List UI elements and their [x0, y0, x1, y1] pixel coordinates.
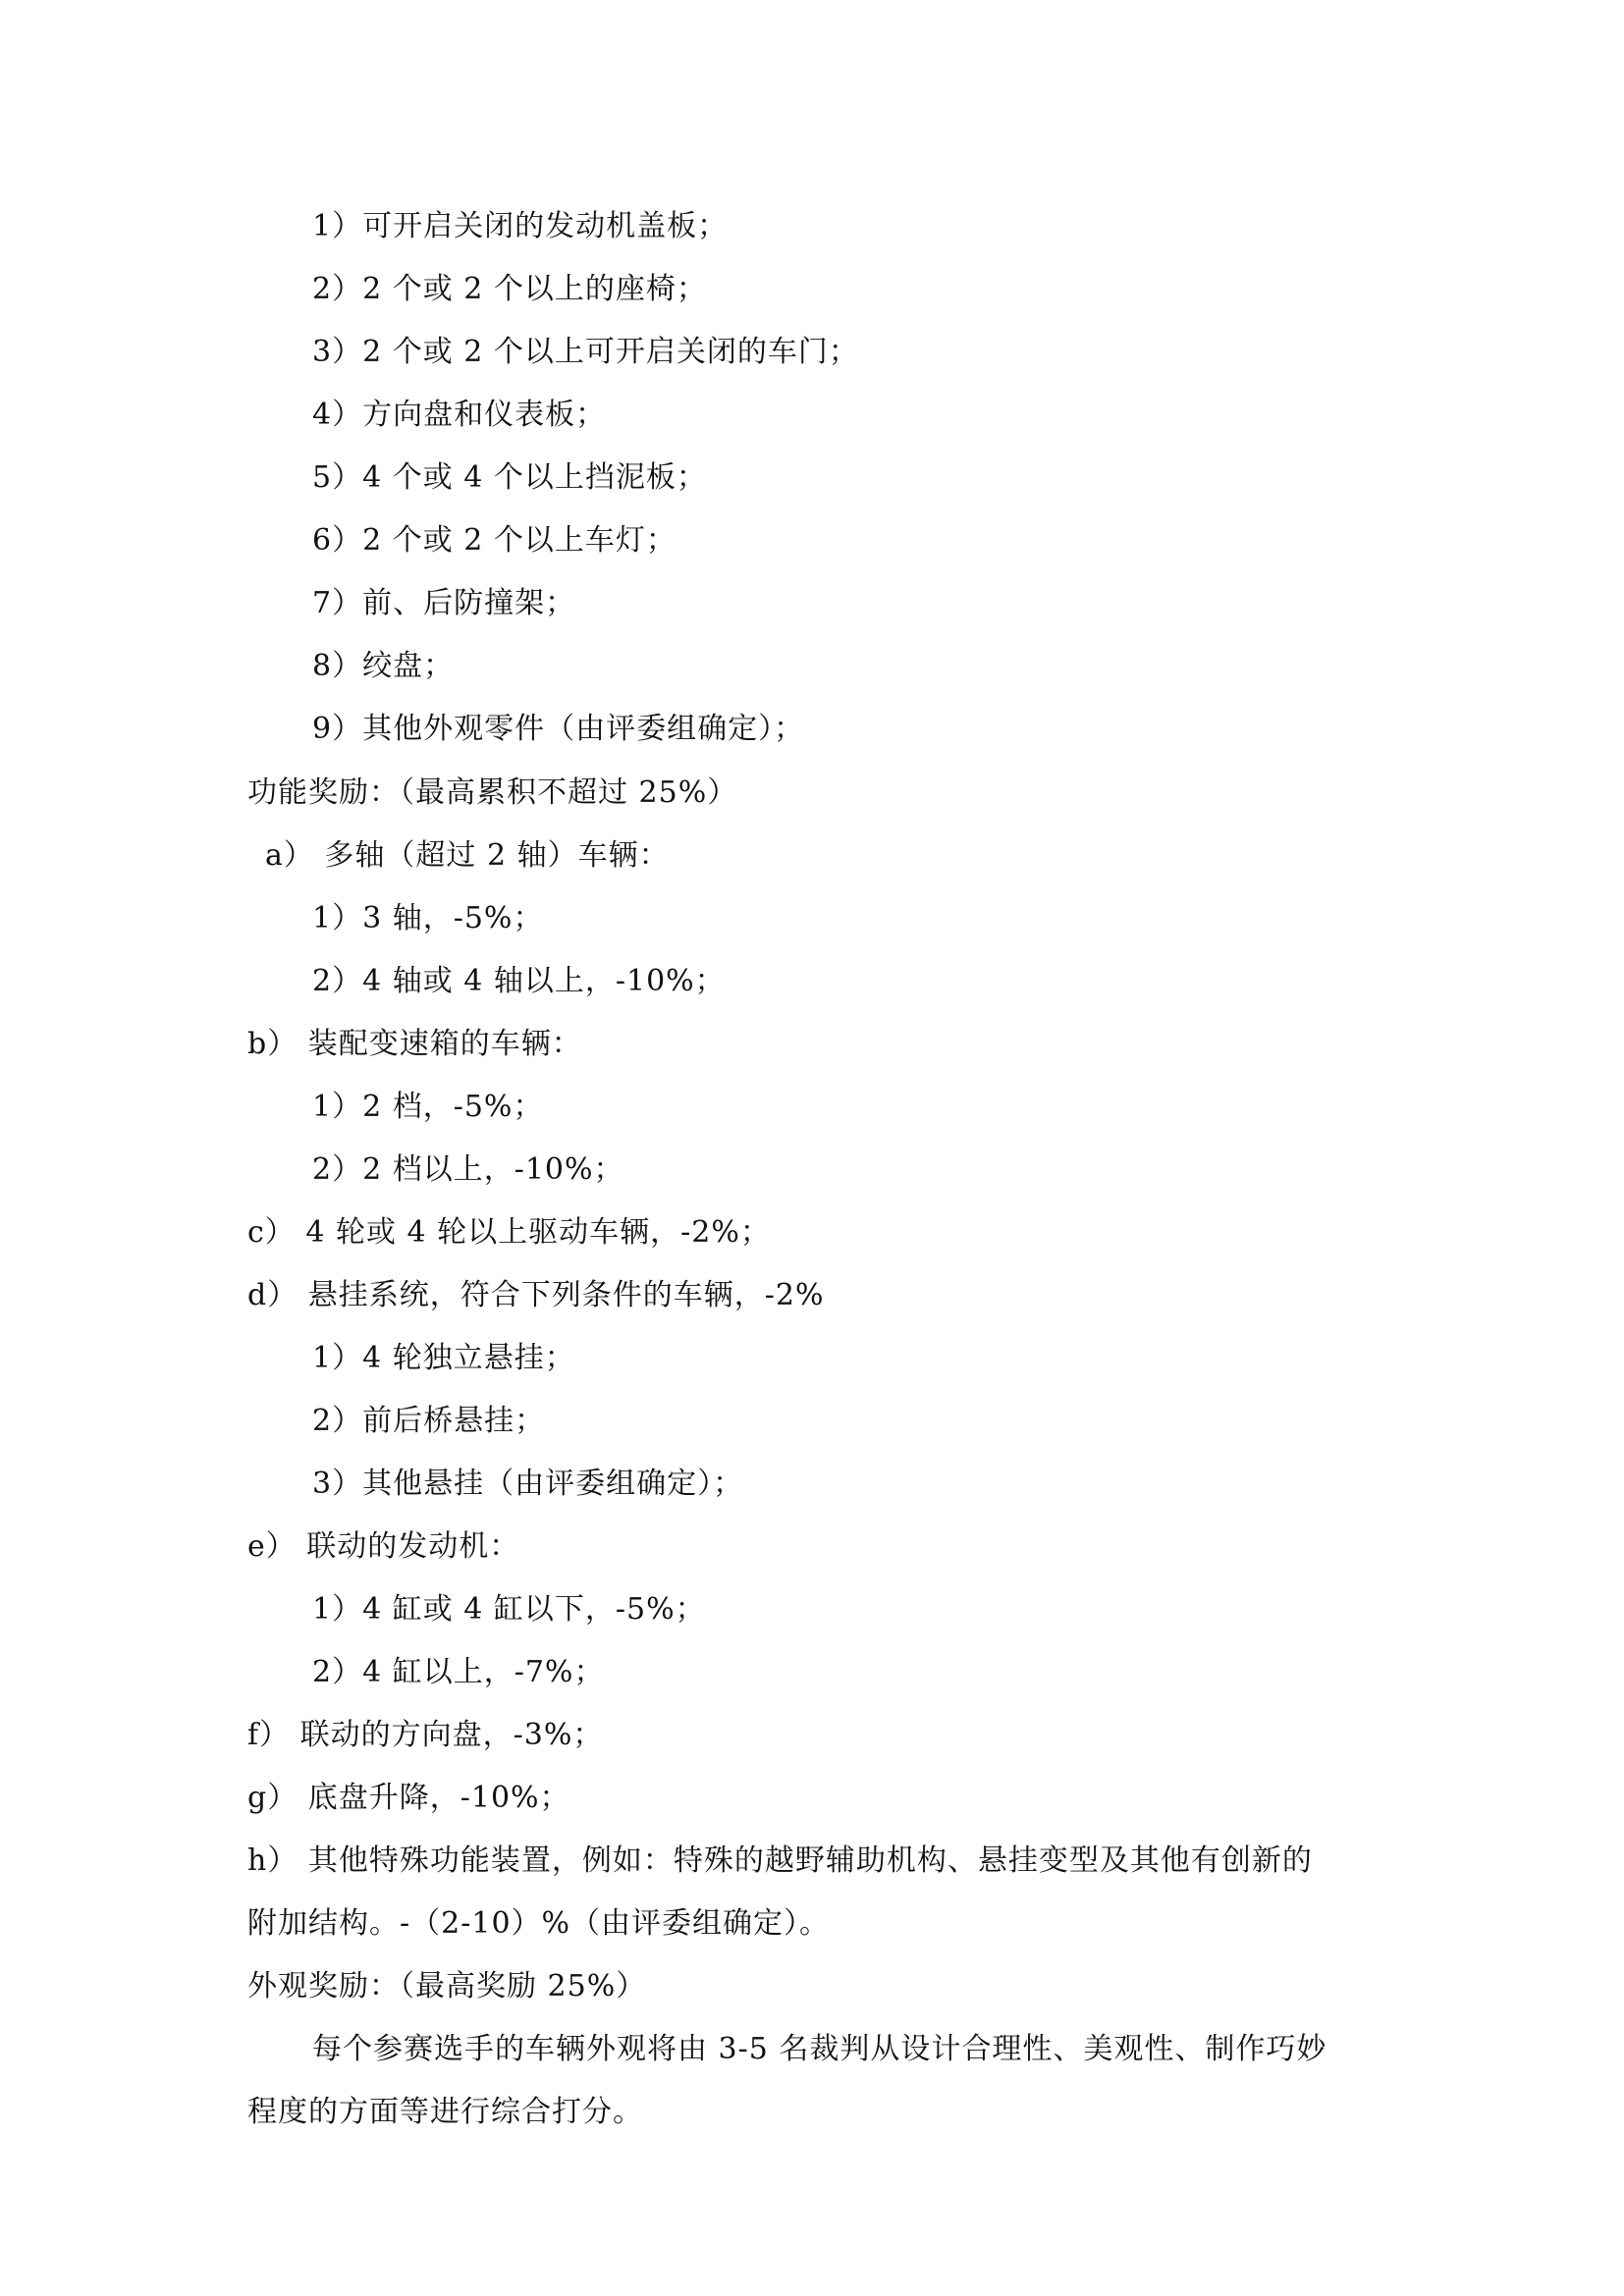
list-item: 9）其他外观零件（由评委组确定）；: [312, 712, 805, 746]
list-item: 1）4 缸或 4 缸以下，-5%；: [312, 1592, 706, 1627]
section-heading: 功能奖励：（最高累积不超过 25%）: [247, 775, 738, 810]
list-item: 2）4 缸以上，-7%；: [312, 1655, 605, 1689]
list-item: 5）4 个或 4 个以上挡泥板；: [312, 460, 707, 495]
section-heading: 外观奖励：（最高奖励 25%）: [247, 1969, 647, 2003]
list-item: h） 其他特殊功能装置，例如：特殊的越野辅助机构、悬挂变型及其他有创新的: [247, 1843, 1313, 1878]
list-item: 7）前、后防撞架；: [312, 586, 576, 620]
list-item: 2）4 轴或 4 轴以上，-10%；: [312, 964, 726, 998]
list-item: 6）2 个或 2 个以上车灯；: [312, 523, 677, 558]
list-item: 4）方向盘和仪表板；: [312, 398, 607, 432]
list-item: d） 悬挂系统，符合下列条件的车辆，-2%: [247, 1278, 825, 1312]
list-item: 3）2 个或 2 个以上可开启关闭的车门；: [312, 335, 859, 369]
paragraph-continuation: 程度的方面等进行综合打分。: [247, 2095, 643, 2129]
list-item: f） 联动的方向盘，-3%；: [247, 1718, 604, 1752]
list-item-continuation: 附加结构。-（2-10）%（由评委组确定）。: [247, 1906, 831, 1941]
list-item: g） 底盘升降，-10%；: [247, 1781, 570, 1815]
list-item: 2）2 档以上，-10%；: [312, 1152, 624, 1187]
list-item: 1）4 轮独立悬挂；: [312, 1341, 575, 1375]
list-item: 1）3 轴，-5%；: [312, 901, 544, 935]
list-item: a） 多轴（超过 2 轴）车辆：: [265, 838, 670, 873]
list-item: c） 4 轮或 4 轮以上驱动车辆，-2%；: [247, 1215, 771, 1250]
list-item: 2）前后桥悬挂；: [312, 1404, 546, 1438]
list-item: 1）2 档，-5%；: [312, 1090, 544, 1124]
list-item: b） 装配变速箱的车辆：: [247, 1027, 582, 1061]
list-item: 1）可开启关闭的发动机盖板；: [312, 209, 729, 243]
list-item: 8）绞盘；: [312, 649, 455, 683]
list-item: e） 联动的发动机：: [247, 1529, 520, 1564]
list-item: 3）其他悬挂（由评委组确定）；: [312, 1467, 744, 1501]
list-item: 2）2 个或 2 个以上的座椅；: [312, 272, 707, 306]
paragraph: 每个参赛选手的车辆外观将由 3-5 名裁判从设计合理性、美观性、制作巧妙: [312, 2032, 1327, 2066]
